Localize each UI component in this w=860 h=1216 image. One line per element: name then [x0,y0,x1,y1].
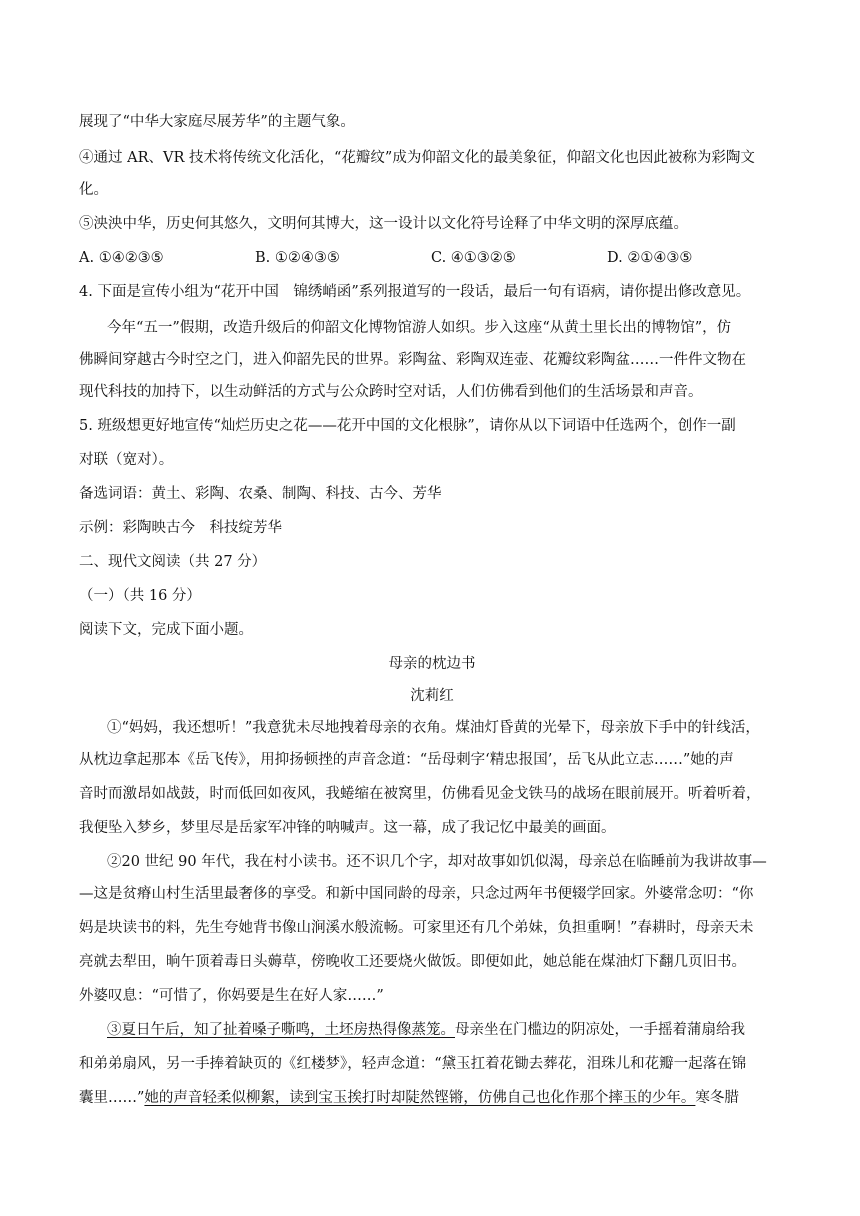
option-a: A. ①④②③⑤ [79,250,164,266]
underlined-sentence: ③夏日午后，知了扯着嗓子嘶鸣，土坯房热得像蒸笼。 [107,1022,455,1038]
article-author: 沈莉红 [410,688,454,704]
question-4-text: 今年“五一”假期，改造升级后的仰韶文化博物馆游人如织。步入这座“从黄土里长出的博物馆”，仿 [107,320,732,336]
underlined-sentence: 她的声音轻柔似柳絮，读到宝玉挨打时却陡然铿锵，仿佛自己也化作那个摔玉的少年。 [144,1090,696,1106]
text-line: ⑤泱泱中华，历史何其悠久，文明何其博大，这一设计以文化符号诠释了中华文明的深厚底蕴。 [79,216,688,232]
paragraph-line: 外婆叹息：“可惜了，你妈要是生在好人家……” [79,988,384,1004]
text-span: 寒冬腊 [695,1090,739,1106]
text-line: ④通过 AR、VR 技术将传统文化活化，“花瓣纹”成为仰韶文化的最美象征，仰韶文化也因此被称为彩陶文 [79,150,755,166]
word-bank: 备选词语：黄土、彩陶、农桑、制陶、科技、古今、芳华 [79,486,442,502]
text-line: 展现了“中华大家庭尽展芳华”的主题气象。 [79,114,355,130]
paragraph-line [79,1088,739,1108]
question-5-stem: 对联（宽对）。 [79,452,174,468]
option-c: C. ④①③②⑤ [431,250,516,266]
example: 示例：彩陶映古今 科技绽芳华 [79,520,282,536]
question-4-stem: 4. 下面是宣传小组为“花开中国 锦绣峭函”系列报道写的一段话，最后一句有语病，请你提出修改意见。 [79,284,751,300]
instruction: 阅读下文，完成下面小题。 [79,622,253,638]
option-d: D. ②①④③⑤ [607,250,693,266]
answer-options [79,248,785,268]
article-title: 母亲的枕边书 [388,656,476,672]
text-span: 母亲坐在门槛边的阴凉处，一手摇着蒲扇给我 [455,1022,745,1038]
paragraph-line: 妈是块读书的料，先生夸她背书像山涧溪水般流畅。可家里还有几个弟妹，负担重啊！”春耕时，母亲天未 [79,920,754,936]
paragraph-line: 从枕边拿起那本《岳飞传》，用抑扬顿挫的声音念道：“岳母刺字‘精忠报国’，岳飞从此立志……”她的声 [79,752,734,768]
question-4-text: 佛瞬间穿越古今时空之门，进入仰韶先民的世界。彩陶盆、彩陶双连壶、花瓣纹彩陶盆……一件件文物在 [79,352,746,368]
paragraph-line: 亮就去犁田，晌午顶着毒日头薅草，傍晚收工还要烧火做饭。即便如此，她总能在煤油灯下翻几页旧书。 [79,954,746,970]
paragraph-line: ②20 世纪 90 年代，我在村小读书。还不识几个字，却对故事如饥似渴，母亲总在临睡前为我讲故事— [107,854,767,870]
question-5-stem: 5. 班级想更好地宣传“灿烂历史之花——花开中国的文化根脉”，请你从以下词语中任选两个，创作一副 [79,418,736,434]
option-b: B. ①②④③⑤ [255,250,340,266]
paragraph-line [107,1020,745,1040]
question-4-text: 现代科技的加持下，以生动鲜活的方式与公众跨时空对话，人们仿佛看到他们的生活场景和声音。 [79,384,703,400]
paragraph-line: 和弟弟扇风，另一手捧着缺页的《红楼梦》，轻声念道：“黛玉扛着花锄去葬花，泪珠儿和花瓣一起落在锦 [79,1056,747,1072]
subsection-heading: （一）（共 16 分） [79,588,201,604]
paragraph-line: —这是贫瘠山村生活里最奢侈的享受。和新中国同龄的母亲，只念过两年书便辍学回家。外婆常念叨：“你 [79,886,754,902]
paragraph-line: 我便坠入梦乡，梦里尽是岳家军冲锋的呐喊声。这一幕，成了我记忆中最美的画面。 [79,820,616,836]
text-span: 囊里……” [79,1090,145,1106]
text-line: 化。 [79,182,108,198]
paragraph-line: 音时而激昂如战鼓，时而低回如夜风，我蜷缩在被窝里，仿佛看见金戈铁马的战场在眼前展开。听着听着， [79,786,761,802]
section-heading: 二、现代文阅读（共 27 分） [79,554,267,570]
paragraph-line: ①“妈妈，我还想听！”我意犹未尽地拽着母亲的衣角。煤油灯昏黄的光晕下，母亲放下手中的针线活， [107,720,760,736]
